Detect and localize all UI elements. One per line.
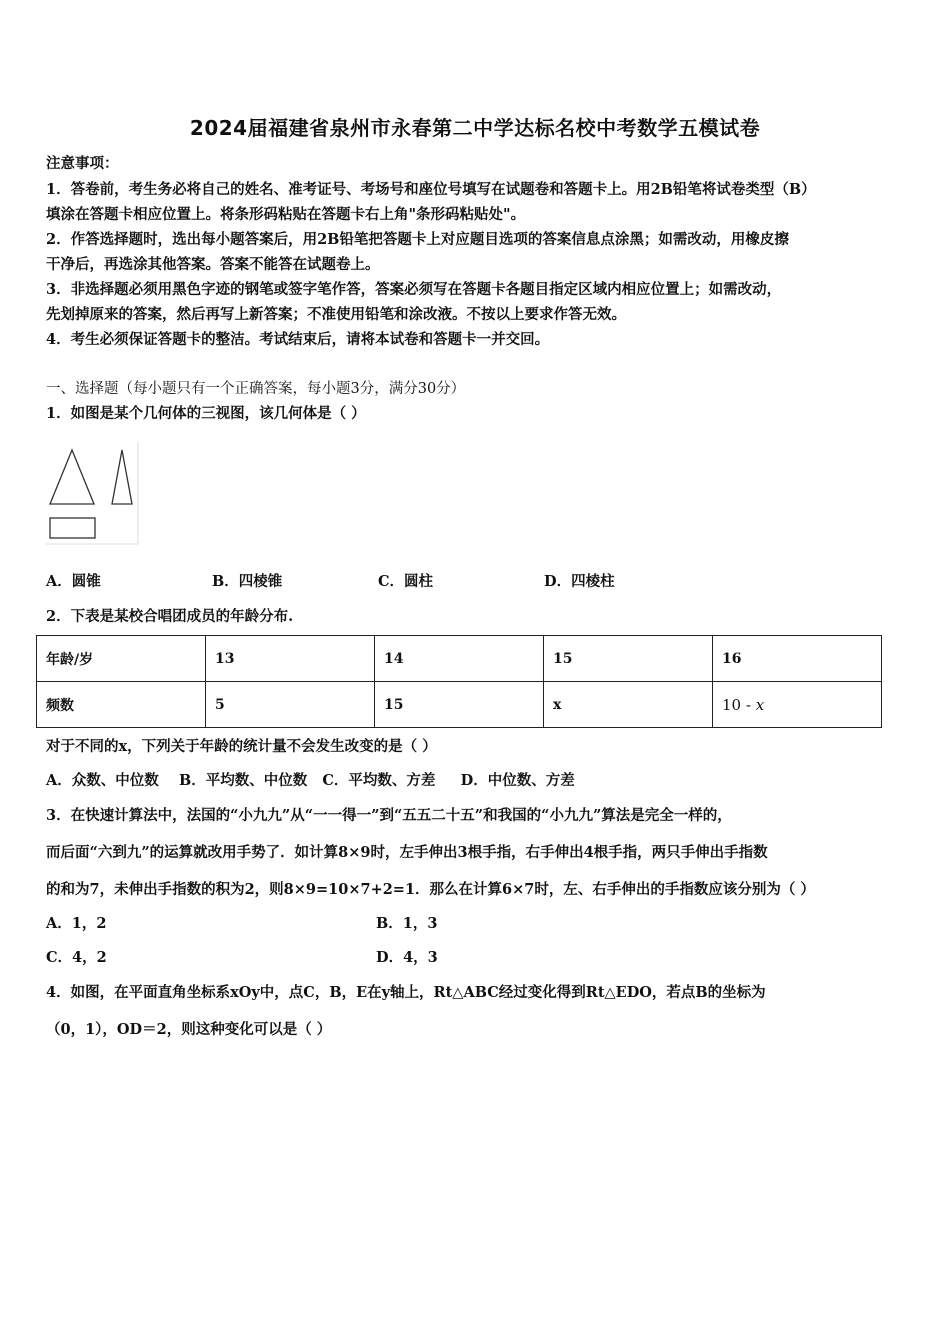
option-b[interactable]: B．1，3	[376, 915, 438, 932]
question-3-line: 3．在快速计算法中，法国的“小九九”从“一一得一”到“五五二十五”和我国的“小九九”算法是完全一样的，	[46, 807, 732, 824]
table-cell: 13	[206, 636, 375, 682]
notice-line: 干净后，再选涂其他答案。答案不能答在试题卷上。	[46, 256, 380, 273]
question-3-line: 而后面“六到九”的运算就改用手势了．如计算8×9时，左手伸出3根手指，右手伸出4根手指，两只手伸出手指数	[46, 844, 768, 861]
page-title: 2024届福建省泉州市永春第二中学达标名校中考数学五模试卷	[189, 116, 761, 140]
table-row	[37, 682, 882, 728]
table-cell: 5	[206, 682, 375, 728]
section-heading: 一、选择题（每小题只有一个正确答案，每小题3分，满分30分）	[46, 381, 466, 397]
notice-line: 3．非选择题必须用黑色字迹的钢笔或签字笔作答，答案必须写在答题卡各题目指定区域内相应位置上；如需改动，	[46, 281, 782, 298]
notice-heading: 注意事项：	[46, 155, 119, 172]
question-4-line: 4．如图，在平面直角坐标系xOy中，点C，B，E在y轴上，Rt△ABC经过变化得到Rt△EDO，若点B的坐标为	[46, 984, 766, 1001]
question-1-stem: 1．如图是某个几何体的三视图，该几何体是（ ）	[46, 405, 366, 422]
question-2-options[interactable]: A．众数、中位数 B．平均数、中位数 C．平均数、方差 D．中位数、方差	[46, 772, 575, 789]
table-cell: 频数	[37, 682, 206, 728]
question-3-line: 的和为7，未伸出手指数的积为2，则8×9=10×7+2=1．那么在计算6×7时，左、右手伸出的手指数应该分别为（ ）	[46, 881, 815, 898]
age-distribution-table	[36, 635, 882, 728]
table-cell: 16	[713, 636, 882, 682]
option-c[interactable]: C．圆柱	[378, 573, 434, 590]
table-cell-expression	[713, 682, 882, 728]
option-d[interactable]: D．四棱柱	[544, 573, 615, 590]
notice-line: 2．作答选择题时，选出每小题答案后，用2B铅笔把答题卡上对应题目选项的答案信息点涂黑；如需改动，用橡皮擦	[46, 231, 789, 248]
table-cell: x	[544, 682, 713, 728]
top-view-rectangle	[50, 518, 95, 538]
question-1-options	[46, 570, 710, 591]
table-cell: 15	[375, 682, 544, 728]
notice-line: 1．答卷前，考生务必将自己的姓名、准考证号、考场号和座位号填写在试题卷和答题卡上。用2B铅笔将试卷类型（B）	[46, 181, 816, 198]
table-row	[37, 636, 882, 682]
question-4-line: （0，1），OD＝2，则这种变化可以是（ ）	[46, 1021, 332, 1038]
option-a[interactable]: A．1，2	[46, 915, 107, 932]
table-cell: 年龄/岁	[37, 636, 206, 682]
three-view-figure	[42, 438, 144, 548]
notice-line: 填涂在答题卡相应位置上。将条形码粘贴在答题卡右上角"条形码粘贴处"。	[46, 206, 526, 223]
option-d[interactable]: D．4，3	[376, 949, 438, 966]
notice-line: 先划掉原来的答案，然后再写上新答案；不准使用铅笔和涂改液。不按以上要求作答无效。	[46, 306, 626, 323]
expression-constant: 10 -	[722, 695, 756, 714]
front-view-triangle	[50, 450, 94, 504]
side-view-triangle	[112, 450, 132, 504]
expression-variable: x	[755, 695, 765, 714]
table-cell: 14	[375, 636, 544, 682]
table-cell: 15	[544, 636, 713, 682]
question-2-prompt: 对于不同的x，下列关于年龄的统计量不会发生改变的是（ ）	[46, 738, 437, 755]
question-2-stem: 2．下表是某校合唱团成员的年龄分布.	[46, 608, 294, 625]
notice-line: 4．考生必须保证答题卡的整洁。考试结束后，请将本试卷和答题卡一并交回。	[46, 331, 550, 348]
option-c[interactable]: C．4，2	[46, 949, 107, 966]
option-a[interactable]: A．圆锥	[46, 573, 101, 590]
option-b[interactable]: B．四棱锥	[212, 573, 283, 590]
